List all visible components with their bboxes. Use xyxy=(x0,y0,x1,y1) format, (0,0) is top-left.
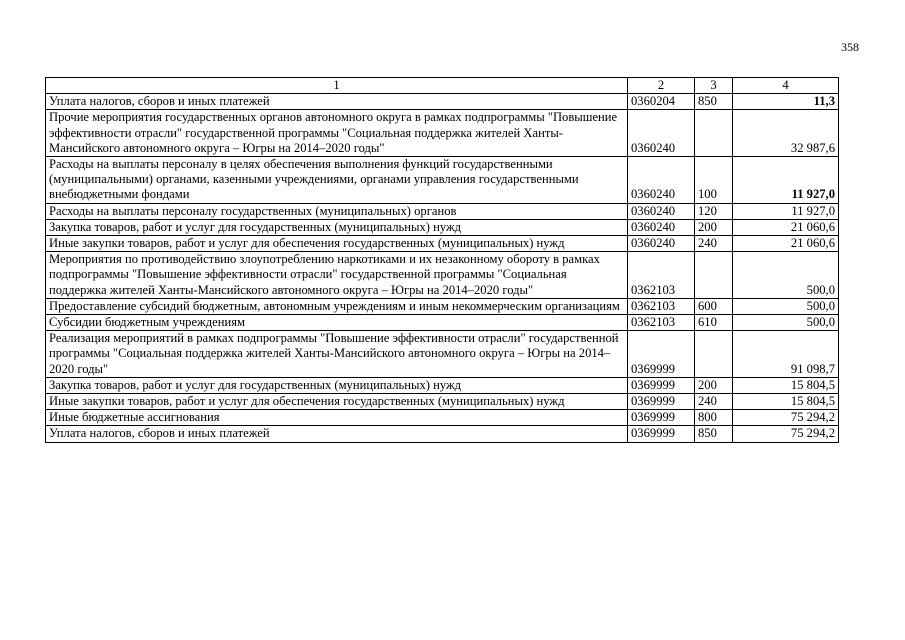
table-header-row xyxy=(46,78,839,94)
table-row xyxy=(46,426,839,442)
table-row xyxy=(46,236,839,252)
cell-type: 850 xyxy=(695,426,733,442)
cell-name: Иные закупки товаров, работ и услуг для обеспечения государственных (муниципальных) нужд xyxy=(46,394,628,410)
table-row xyxy=(46,377,839,393)
cell-code: 0360240 xyxy=(628,110,695,157)
cell-type: 240 xyxy=(695,236,733,252)
cell-sum: 11 927,0 xyxy=(733,157,839,204)
table-body xyxy=(46,94,839,442)
cell-code: 0369999 xyxy=(628,377,695,393)
cell-name: Реализация мероприятий в рамках подпрограммы "Повышение эффективности отрасли" государственной программы "Социальная поддержка жителей Ханты-Мансийского автономного округа – Югры на 2014–2020 годы" xyxy=(46,331,628,378)
cell-code: 0369999 xyxy=(628,410,695,426)
header-col-4: 4 xyxy=(733,78,839,94)
page-number: 358 xyxy=(841,40,859,54)
header-col-3: 3 xyxy=(695,78,733,94)
cell-name: Субсидии бюджетным учреждениям xyxy=(46,315,628,331)
table-row xyxy=(46,203,839,219)
cell-name: Уплата налогов, сборов и иных платежей xyxy=(46,426,628,442)
cell-sum: 500,0 xyxy=(733,315,839,331)
cell-name: Иные закупки товаров, работ и услуг для обеспечения государственных (муниципальных) нужд xyxy=(46,236,628,252)
cell-code: 0362103 xyxy=(628,252,695,299)
cell-name: Предоставление субсидий бюджетным, автономным учреждениям и иным некоммерческим организациям xyxy=(46,298,628,314)
cell-type: 200 xyxy=(695,219,733,235)
cell-type: 610 xyxy=(695,315,733,331)
cell-type xyxy=(695,110,733,157)
header-col-2: 2 xyxy=(628,78,695,94)
table-row xyxy=(46,252,839,299)
cell-code: 0362103 xyxy=(628,298,695,314)
cell-type: 600 xyxy=(695,298,733,314)
table-row xyxy=(46,410,839,426)
cell-sum: 500,0 xyxy=(733,298,839,314)
cell-code: 0360240 xyxy=(628,157,695,204)
cell-type xyxy=(695,331,733,378)
table-row xyxy=(46,331,839,378)
cell-sum: 75 294,2 xyxy=(733,410,839,426)
cell-code: 0362103 xyxy=(628,315,695,331)
cell-type: 200 xyxy=(695,377,733,393)
cell-code: 0360240 xyxy=(628,236,695,252)
cell-name: Прочие мероприятия государственных органов автономного округа в рамках подпрограммы "Повышение эффективности отрасли" государственной программы "Социальная поддержка жителей Ханты-Мансийского автономного округа – Югры на 2014–2020 годы" xyxy=(46,110,628,157)
cell-sum: 21 060,6 xyxy=(733,219,839,235)
cell-name: Закупка товаров, работ и услуг для государственных (муниципальных) нужд xyxy=(46,219,628,235)
cell-name: Расходы на выплаты персоналу государственных (муниципальных) органов xyxy=(46,203,628,219)
cell-sum: 15 804,5 xyxy=(733,394,839,410)
budget-table xyxy=(45,77,839,443)
cell-sum: 75 294,2 xyxy=(733,426,839,442)
cell-type: 240 xyxy=(695,394,733,410)
cell-sum: 500,0 xyxy=(733,252,839,299)
cell-code: 0360204 xyxy=(628,94,695,110)
cell-code: 0360240 xyxy=(628,219,695,235)
cell-type xyxy=(695,252,733,299)
cell-sum: 91 098,7 xyxy=(733,331,839,378)
header-col-1: 1 xyxy=(46,78,628,94)
cell-sum: 11,3 xyxy=(733,94,839,110)
table-row xyxy=(46,110,839,157)
cell-name: Уплата налогов, сборов и иных платежей xyxy=(46,94,628,110)
cell-sum: 15 804,5 xyxy=(733,377,839,393)
cell-type: 850 xyxy=(695,94,733,110)
cell-code: 0369999 xyxy=(628,426,695,442)
cell-code: 0360240 xyxy=(628,203,695,219)
table-row xyxy=(46,298,839,314)
cell-type: 800 xyxy=(695,410,733,426)
table-row xyxy=(46,394,839,410)
cell-sum: 11 927,0 xyxy=(733,203,839,219)
cell-type: 120 xyxy=(695,203,733,219)
cell-name: Расходы на выплаты персоналу в целях обеспечения выполнения функций государственными (муниципальными) органами, казенными учреждениями, органами управления государственными внебюджетными фондами xyxy=(46,157,628,204)
table-row xyxy=(46,219,839,235)
cell-name: Иные бюджетные ассигнования xyxy=(46,410,628,426)
table-row xyxy=(46,157,839,204)
table-row xyxy=(46,315,839,331)
cell-name: Мероприятия по противодействию злоупотреблению наркотиками и их незаконному обороту в рамках подпрограммы "Повышение эффективности отрасли" государственной программы "Социальная поддержка жителей Ханты-Мансийского автономного округа – Югры на 2014–2020 годы" xyxy=(46,252,628,299)
cell-sum: 32 987,6 xyxy=(733,110,839,157)
cell-code: 0369999 xyxy=(628,331,695,378)
table-row xyxy=(46,94,839,110)
cell-sum: 21 060,6 xyxy=(733,236,839,252)
cell-type: 100 xyxy=(695,157,733,204)
cell-code: 0369999 xyxy=(628,394,695,410)
cell-name: Закупка товаров, работ и услуг для государственных (муниципальных) нужд xyxy=(46,377,628,393)
